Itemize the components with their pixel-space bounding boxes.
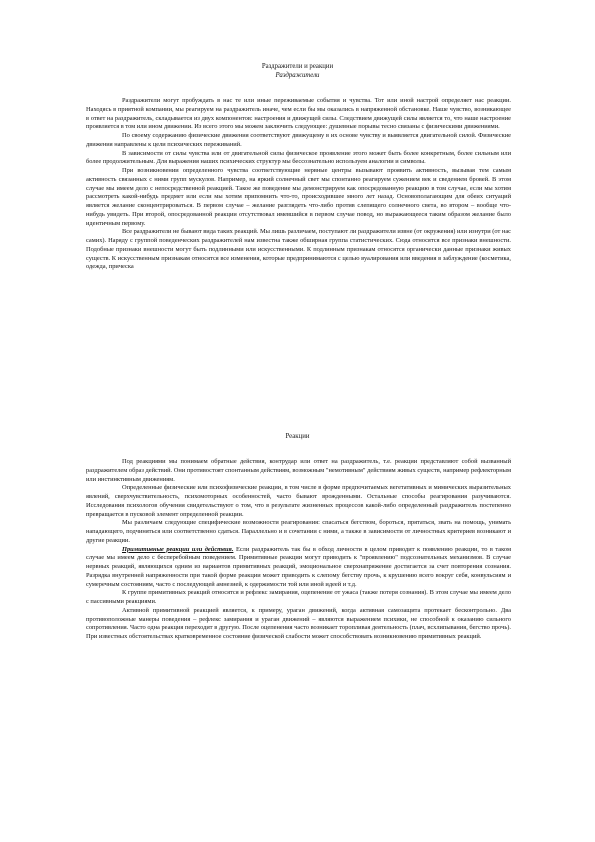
primitive-reactions-text: Если раздражитель так бы в обход личности в целом приводит к появлению реакции, то в таком случае мы имеем дело с бесперебойным поведением. Примитивные реакции могут приводить к "проявлению" подсознательных механизмов. В случае нервных реакций, являющихся одним из вариантов примитивных реакций, эмоциональное сверхнапряжение достигается за счет повторения сознания. Разрядка внутренней напряженности при такой форме реакции может приводить к слепому бегству прочь, к крушению всего вокруг себя, конвульсиям и сумеречным состояниям, часто с последующей амнезией, к одержимости той или иной идеей и т.д. [86, 545, 512, 588]
title-text: Раздражители и реакции [261, 63, 334, 70]
paragraph: В зависимости от силы чувства или от двигательной силы физическое проявление этого может быть более конкретным, более сильным или более продолжительным. Для выражения наших психических структур мы бессознательно используем аналогии и символы. [86, 149, 511, 166]
section-title-text: Реакции [285, 433, 310, 440]
section-stimuli [86, 97, 511, 272]
subtitle-text: Раздражители [275, 72, 320, 79]
paragraph: Активной примитивной реакцией является, к примеру, ураган движений, когда активная самозащита протекает бесконтрольно. Два противоположные манеры поведения – рефлекс замирания и ураган движений – являются выражением психики, не способной к оказанию сильного сопротивления. Часто одна реакция переходит в другую. После оцепенения часто возникает торопливая деятельность (плач, всхлипывания, бегство прочь). При известных обстоятельствах кратковременное состояние физической слабости может способствовать возникновению примитивных реакций. [86, 606, 511, 640]
paragraph: По своему содержанию физические движения соответствуют движущему в их основе чувству и выявляется двигательной силой. Физические движения направлены к цели психических переживаний. [86, 132, 511, 148]
document-title [0, 62, 595, 71]
section-reactions-title [0, 432, 595, 441]
paragraph: Мы различаем следующие специфические возможности реагирования: спасаться бегством, бороться, прятаться, звать на помощь, унимать нападающего, подчиняться или соответственно сдаться. Параллельно и в сочетании с ними, а также в зависимости от личностных критериев возникают и другие реакции. [86, 519, 511, 544]
paragraph: Под реакциями мы понимаем обратные действия, контрудар или ответ на раздражитель, т.е. реакции представляют собой вызванный раздражителем образ действий. Они противостоят спонтанным действиям, возможным "немотивным" действиям живых существ, например рефлекторным или инстинктивным движениям. [86, 458, 511, 483]
paragraph: Все раздражители не бывают вида таких реакций. Мы лишь различаем, поступают ли раздражители извне (от окружения) или изнутри (от нас самих). Наряду с группой поведенческих раздражителей нам известна также обширная группа статистических. Сюда относятся все признаки внешности. Подобные признаки внешности могут быть подлинными или искусственными. К подлинным признакам относятся органически данные признаки живых существ. К искусственным признакам относятся все изменения, которые предпринимаются с целью вуалирования или введения в заблуждение (косметика, одежда, прическа [86, 228, 511, 271]
paragraph-primitive-reactions [86, 546, 511, 590]
paragraph: Определенные физические или психофизические реакции, в том числе в форме предпочитаемых вегетативных и мимических выразительных явлений, сверхчувствительность, психомоторных особенностей, часто бывают врожденными. Остальные способы реагирования разучиваются. Исследования психологов обучения свидетельствуют о том, что в результате жизненных процессов какой-либо определенный раздражитель постепенно превращается в пусковой элемент определенной реакции. [86, 484, 511, 518]
paragraph: При возникновении определенного чувства соответствующие нервные центры вызывают проявить активность, вызывая тем самым активность связанных с ними групп мускулов. Например, на яркий солнечный свет мы спонтанно реагируем сужением век и сведением бровей. В этом случае мы имеем дело с непосредственной реакцией. Такое же поведение мы демонстрируем как опосредованную реакцию в том случае, если мы хотим рассмотреть какой-нибудь предмет или если мы хотим припомнить что-то, происходившее много лет назад. Основополагающим для обеих ситуаций является желание сконцентрироваться. В первом случае – желание разглядеть что-либо против слепящего солнечного света, во втором – вообще что-нибудь увидеть. При второй, опосредованной реакции отсутствовал имевшийся в первом случае повод, но выражающееся таким образом желание было идентичным первому. [86, 167, 511, 227]
section-reactions [86, 458, 511, 642]
paragraph: К группе примитивных реакций относятся и рефлекс замирания, оцепенение от ужаса (также потеря сознания). В этом случае мы имеем дело с пассивными реакциями. [86, 589, 511, 605]
document-subtitle [0, 71, 595, 80]
paragraph: Раздражители могут пробуждать в нас те или иные переживаемые события и чувства. Тот или иной настрой определяет нас реакции. Находясь в приятной компании, мы реагируем на раздражитель иначе, чем если бы мы оказались в напряженной обстановке. Наше чувство, возникающее в ответ на раздражитель, складывается из двух компонентов: настроения и движущей силы. Следствием движущей силы является то, что наше настроение проявляется в том или ином движении. Из всего этого мы можем заключить следующее: душевные порывы тесно связаны с физическими движениями. [86, 97, 511, 131]
primitive-reactions-heading: Примитивные реакции или действия. [122, 545, 234, 553]
